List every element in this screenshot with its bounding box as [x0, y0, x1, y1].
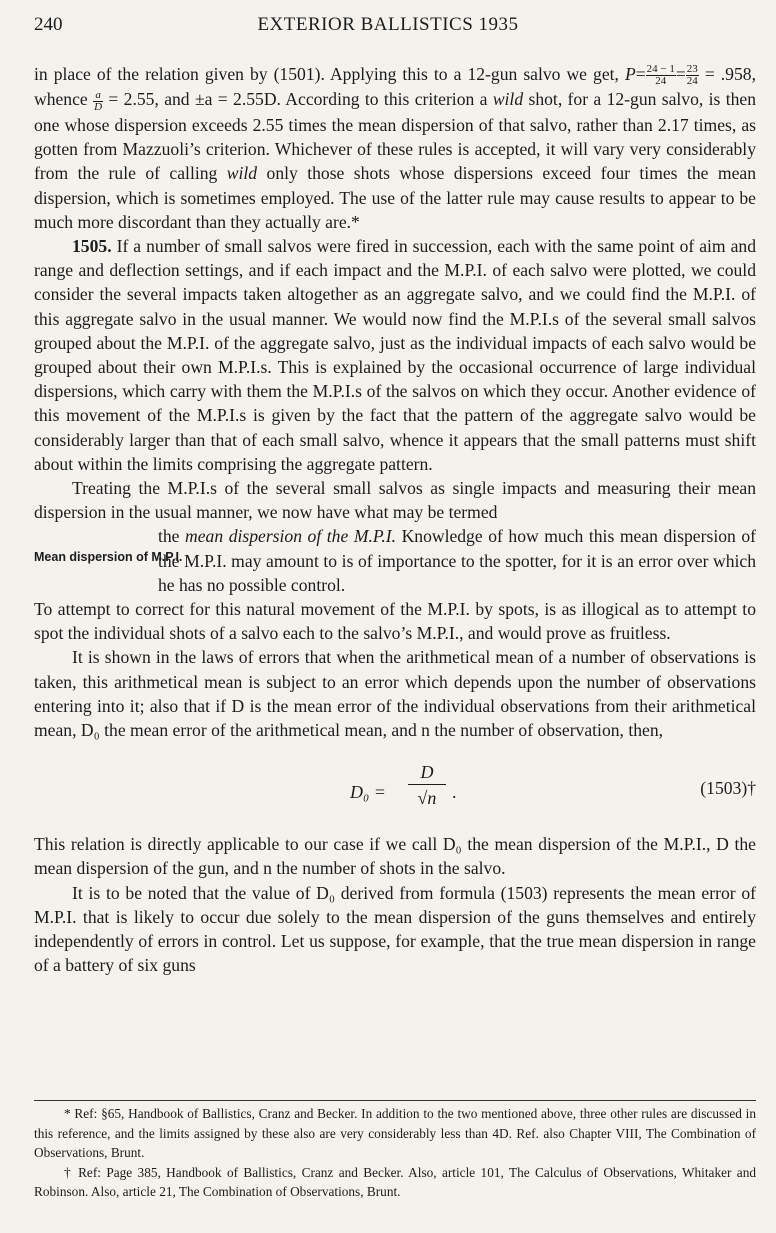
paragraph-text: If a number of small salvos were fired in succession, each with the same point of aim and range and deflection settings, and if each impact and the M.P.I. of each salvo were plotted, we could consider the several impacts taken altogether as an aggregate salvo, and we could find the M.P.I. of this aggregate salvo in the usual manner. We would now find the M.P.I.s of the several small salvos grouped about the M.P.I. of the aggregate salvo, just as the individual impacts of each salvo would be grouped about their own M.P.I.s. This is explained by the occasional occurrence of large individual dispersions, which carry with them the M.P.I.s of the salvos on which they occur. Another evidence of this movement of the M.P.I.s is given by the fact that the pattern of the aggregate salvo would be considerably larger than that of each small salvo, whence it appears that the small patterns must shift about within the limits comprising the aggregate pattern.: [34, 235, 756, 474]
page-number: 240: [34, 14, 63, 35]
footnote-2: † Ref: Page 385, Handbook of Ballistics, Cranz and Becker. Also, article 101, The Calculus of Observations, Whitaker and Robinson. Also, article 21, The Combination of Observations, Brunt.: [34, 1164, 756, 1200]
symbol-p: P: [624, 64, 636, 84]
paragraph-text: It is shown in the laws of errors that when the arithmetical mean of a number of observations is taken, this arithmetical mean is subject to an error which depends upon the number of observations entering into it; also that if D is the mean error of the individual observations from their arithmetical mean, D₀ the mean error of the arithmetical mean, and n the number of observation, then,: [34, 647, 756, 740]
paragraph-text: To attempt to correct for this natural movement of the M.P.I. by spots, is as illogical as to attempt to spot the individual shots of a salvo each to the salvo’s M.P.I., and would prove as fruitless.: [34, 598, 756, 644]
paragraph-text: It is to be noted that the value of D₀ derived from formula (1503) represents the mean error of M.P.I. that is likely to occur due solely to the mean dispersion of the guns themselves and entirely independently of errors in control. Let us suppose, for example, that the true mean dispersion in range of a battery of six guns: [34, 882, 756, 976]
paragraph-text: Treating the M.P.I.s of the several small salvos as single impacts and measuring their mean dispersion in the usual manner, we now have what may be termed: [34, 477, 756, 523]
paragraph-mean-dispersion-definition: [158, 524, 756, 597]
equation-denominator: √n: [417, 788, 437, 809]
equation-lhs: D₀ =: [350, 782, 386, 803]
text-segment: = .958, whence: [34, 64, 756, 110]
fraction: $\frac{24 - 1}{24}$: [646, 63, 675, 88]
defined-term: mean dispersion of the M.P.I.: [185, 526, 397, 547]
fraction: $\frac{a}{D}$: [94, 88, 103, 113]
footnote-1: * Ref: §65, Handbook of Ballistics, Cranz and Becker. In addition to the two mentioned above, three other rules are discussed in this reference, and the limits assigned by these also are very considerably less than 4D. Ref. also Chapter VIII, The Combination of Observations, Brunt.: [34, 1106, 756, 1161]
paragraph-text: This relation is directly applicable to our case if we call D₀ the mean dispersion of the M.P.I., D the mean dispersion of the gun, and n the number of shots in the salvo.: [34, 834, 756, 879]
text-segment: the: [158, 526, 180, 547]
margin-note: Mean dispersion of M.P.I.: [34, 550, 183, 565]
emphasis-wild: wild: [226, 163, 258, 184]
margin-note-block: [34, 524, 756, 597]
paragraph-mean-dispersion-intro: [34, 476, 756, 524]
text-segment: shot, for a 12-gun salvo, is then one whose dispersion exceeds 2.55 times the mean dispersion of that salvo, rather than 2.17 times, as gotten from Mazzuoli’s criterion. Whichever of these rules is accepted, it will vary very considerably from the rule of calling: [34, 89, 757, 184]
paragraph-value-of-d0: [34, 881, 756, 978]
running-title: EXTERIOR BALLISTICS 1935: [257, 14, 519, 35]
paragraph-1505: [34, 234, 756, 476]
text-segment: Knowledge of how much this mean dispersion of the M.P.I. may amount to is of importance to the spotter, for it is an error over which he has no possible control.: [158, 526, 757, 595]
page-header: [34, 14, 742, 44]
body-text: [34, 62, 756, 977]
text-segment: = 2.55, and ±a = 2.55D. According to this criterion a: [108, 89, 488, 110]
paragraph-spot-correction: [34, 597, 756, 645]
paragraph-relation-applicable: [34, 832, 756, 880]
paragraph-wild-shot-criterion: in place of the relation given by (1501). Applying this to a 12-gun salvo we get, P= $\frac{24 - 1}{24}$ = $\frac{23}{24}$ = .958, whence $\frac{a}{D}$ = 2.55, and ±a = 2.55D. According to this criterion a wild shot, for a 12-gun salvo, is then one whose dispersion exceeds 2.55 times the mean dispersion of that salvo, rather than 2.17 times, as gotten from Mazzuoli’s criterion. Whichever of these rules is accepted, it will vary very considerably from the rule of calling wild only those shots whose dispersions exceed four times the mean dispersion, which is sometimes employed. The use of the latter rule may cause results to appear to be much more discordant than they actually are.*: [34, 63, 757, 232]
footnotes: [34, 1104, 756, 1202]
fraction: $\frac{23}{24}$: [686, 63, 698, 88]
text-segment: in place of the relation given by (1501). Applying this to a 12-gun salvo we get,: [34, 64, 619, 84]
section-number: 1505.: [72, 235, 112, 256]
text-segment: only those shots whose dispersions exceed four times the mean dispersion, which is sometimes employed. The use of the latter rule may cause results to appear to be much more discordant than they actually are.*: [34, 163, 756, 232]
equation-period: .: [452, 782, 457, 803]
footnote-rule: [34, 1100, 756, 1101]
equation-fraction: [408, 760, 446, 811]
paragraph-laws-of-errors: [34, 645, 756, 742]
emphasis-wild: wild: [492, 89, 524, 110]
equation-numerator: D: [408, 760, 446, 785]
equation-reference: (1503)†: [700, 778, 756, 799]
equation-1503: [34, 756, 756, 824]
